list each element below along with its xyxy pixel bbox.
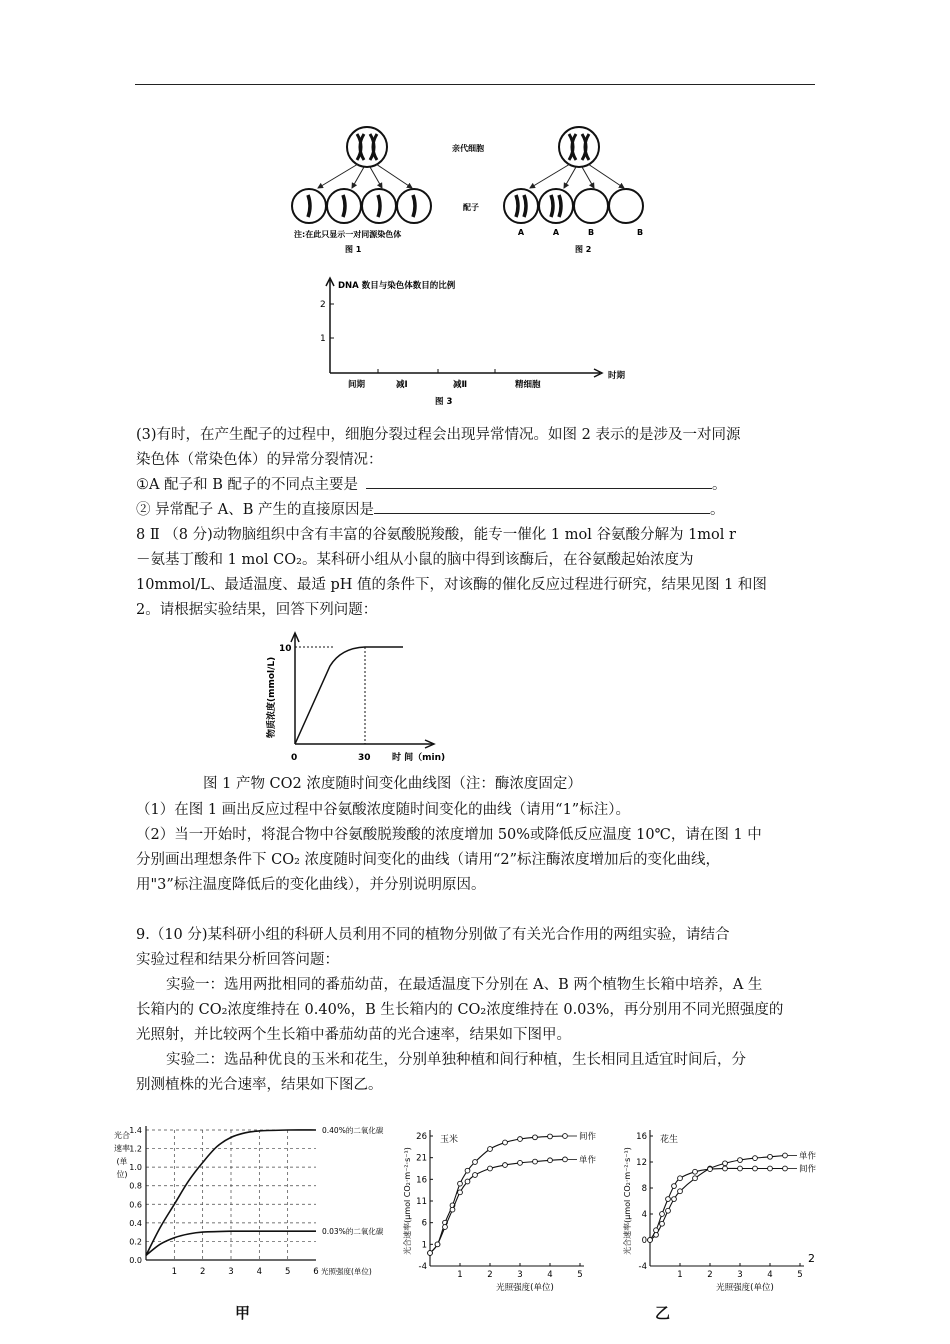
chart-yumi-point bbox=[563, 1134, 568, 1139]
chart-jia-ytick: 0.0 bbox=[129, 1256, 142, 1265]
chart-huasheng-ylabel: 光合速率(μmol CO₂·m⁻²·s⁻¹) bbox=[623, 1147, 632, 1255]
chart-yumi-point bbox=[458, 1190, 463, 1195]
q3-item2-end: 。 bbox=[709, 502, 725, 518]
chart-yumi-point bbox=[473, 1173, 478, 1178]
chart-jia-series-label-2: 0.03%的二氧化碳 bbox=[322, 1227, 384, 1237]
chart-yumi-xtick: 3 bbox=[517, 1270, 523, 1280]
chart-yumi-ytick: 1 bbox=[421, 1240, 427, 1251]
q3-item2 bbox=[136, 498, 816, 523]
chart-jia-ytick: 0.4 bbox=[129, 1218, 142, 1228]
enzyme-ytick-10: 10 bbox=[279, 644, 292, 654]
chart-yumi-ytick: 11 bbox=[416, 1197, 427, 1207]
chart-yumi-ytick: 26 bbox=[416, 1132, 427, 1142]
fig3-ylabel: DNA 数目与染色体数目的比例 bbox=[338, 281, 456, 291]
chart-yumi-point bbox=[518, 1137, 523, 1142]
chart-huasheng-point bbox=[738, 1158, 743, 1163]
chart-jia-ylabel: 速率 bbox=[114, 1144, 130, 1153]
chart-yumi-series-1 bbox=[430, 1136, 565, 1253]
chart-huasheng-series-2 bbox=[650, 1168, 785, 1240]
chart-huasheng-ytick: 16 bbox=[636, 1132, 647, 1142]
q9-exp1-line3: 光照射，并比较两个生长箱中番茄幼苗的光合速率，结果如下图甲。 bbox=[136, 1027, 571, 1043]
q3-line1: (3)有时，在产生配子的过程中，细胞分裂过程会出现异常情况。如图 2 表示的是涉及一对同源 bbox=[136, 427, 741, 443]
chart-huasheng-point bbox=[666, 1208, 671, 1213]
chart-huasheng-point bbox=[768, 1166, 773, 1171]
chart-huasheng-xlabel: 光照强度(单位) bbox=[716, 1283, 774, 1293]
chart-huasheng-point bbox=[708, 1167, 713, 1172]
fig3-chart bbox=[310, 270, 650, 410]
chart-huasheng-point bbox=[723, 1161, 728, 1166]
chart-yumi-title: 玉米 bbox=[440, 1135, 459, 1145]
chart-huasheng-point bbox=[738, 1166, 743, 1171]
chart-yumi-xlabel: 光照强度(单位) bbox=[496, 1283, 554, 1293]
chart-yumi-xtick: 4 bbox=[547, 1270, 553, 1280]
chart-yumi-point bbox=[450, 1207, 455, 1212]
q9-exp2-line1: 实验二：选品种优良的玉米和花生，分别单独种植和间行种植，生长相同且适宜时间后，分 bbox=[166, 1052, 746, 1068]
chart-jia-ytick: 0.8 bbox=[129, 1181, 142, 1191]
chart-huasheng-point bbox=[672, 1197, 677, 1202]
chart-huasheng-xtick: 4 bbox=[767, 1270, 773, 1280]
chart-jia-ylabel: 光合 bbox=[114, 1131, 130, 1140]
gamete-b1: B bbox=[587, 228, 595, 237]
chart-yumi-point bbox=[548, 1158, 553, 1163]
q3-item2-blank[interactable] bbox=[374, 498, 710, 514]
chart-jia-ylabel: (单 bbox=[116, 1157, 128, 1166]
chart-jia-xtick: 2 bbox=[199, 1267, 206, 1277]
chart-huasheng-point bbox=[783, 1166, 788, 1171]
chart-huasheng-ytick: -4 bbox=[638, 1262, 647, 1272]
chart-huasheng-xtick: 5 bbox=[797, 1270, 803, 1280]
chart-huasheng-point bbox=[648, 1238, 653, 1243]
fig3-xcat-2: 减Ⅰ bbox=[396, 380, 408, 390]
q3-item1-blank[interactable] bbox=[366, 473, 712, 489]
chart-jia-xtick: 6 bbox=[313, 1267, 319, 1277]
chart-yumi-point bbox=[488, 1147, 493, 1152]
chart-yumi-point bbox=[518, 1160, 523, 1165]
enzyme-ylabel: 物质浓度(mmol/L) bbox=[267, 656, 277, 738]
chart-yumi-series-label-2: 单作 bbox=[579, 1155, 597, 1166]
chart-jia-ytick: 1.2 bbox=[129, 1144, 142, 1154]
gamete-a1: A bbox=[517, 228, 525, 237]
fig3-xcat-4: 精细胞 bbox=[515, 380, 541, 390]
chart-yumi-point bbox=[548, 1134, 553, 1139]
meiosis-figure bbox=[280, 118, 670, 260]
chart-huasheng-ytick: 0 bbox=[641, 1236, 647, 1246]
chart-yumi-point bbox=[503, 1163, 508, 1168]
chart-jia-ytick: 1.4 bbox=[129, 1126, 142, 1135]
gamete-a2: A bbox=[552, 228, 560, 237]
chart-yumi-point bbox=[428, 1251, 433, 1256]
chart-yumi-point bbox=[533, 1135, 538, 1140]
q3-item1-end: 。 bbox=[711, 477, 727, 493]
q8-q2-line1: （2）当一开始时，将混合物中谷氨酸脱羧酸的浓度增加 50%或降低反应温度 10℃，请在图 1 中 bbox=[136, 827, 762, 843]
chart-yumi-point bbox=[443, 1225, 448, 1230]
chart-yumi-point bbox=[435, 1242, 440, 1247]
chart-huasheng-ytick: 12 bbox=[636, 1158, 647, 1168]
chart-huasheng-ytick: 8 bbox=[641, 1184, 647, 1194]
fig3-xcat-3: 减Ⅱ bbox=[453, 380, 468, 390]
chart-huasheng-point bbox=[666, 1197, 671, 1202]
chart-jia-xtick: 3 bbox=[228, 1267, 234, 1277]
chart-yumi-ylabel: 光合速率(μmol CO₂·m⁻²·s⁻¹) bbox=[403, 1147, 412, 1255]
q9-exp1-line1: 实验一：选用两批相同的番茄幼苗，在最适温度下分别在 A、B 两个植物生长箱中培养，A 生 bbox=[166, 977, 763, 993]
chart-jia-xlabel: 光照强度(单位) bbox=[321, 1267, 372, 1276]
chart-huasheng-point bbox=[660, 1212, 665, 1217]
chart-huasheng-ytick: 4 bbox=[641, 1210, 647, 1220]
fig3-xcat-1: 间期 bbox=[348, 380, 366, 390]
chart-yumi-point bbox=[465, 1168, 470, 1173]
fig2-caption: 图 2 bbox=[575, 245, 592, 254]
header-rule bbox=[135, 84, 815, 85]
parent-label: 亲代细胞 bbox=[452, 144, 484, 153]
q3-item1 bbox=[136, 473, 816, 498]
enzyme-xtick-30: 30 bbox=[358, 753, 371, 763]
chart-yumi-point bbox=[458, 1181, 463, 1186]
chart-yumi-ytick: 16 bbox=[416, 1175, 427, 1186]
q8-line1: 8 Ⅱ （8 分)动物脑组织中含有丰富的谷氨酸脱羧酸，能专一催化 1 mol 谷氨酸分解为 1mol r bbox=[136, 527, 736, 543]
chart-yumi-xtick: 5 bbox=[577, 1270, 583, 1280]
chart-yumi-ytick: 6 bbox=[421, 1218, 427, 1229]
chart-jia bbox=[110, 1118, 400, 1288]
q9-exp1-line2: 长箱内的 CO₂浓度维持在 0.40%，B 生长箱内的 CO₂浓度维持在 0.03%，再分别用不同光照强度的 bbox=[136, 1002, 784, 1018]
chart-jia-xtick: 4 bbox=[256, 1267, 263, 1277]
chart-yumi bbox=[398, 1118, 618, 1298]
chart-huasheng-point bbox=[672, 1184, 677, 1189]
q8-line2: －氨基丁酸和 1 mol CO₂。某科研小组从小鼠的脑中得到该酶后，在谷氨酸起始浓度为 bbox=[136, 552, 694, 568]
fig3-xlabel: 时期 bbox=[608, 371, 626, 381]
chart-jia-series-label-1: 0.40%的二氧化碳 bbox=[322, 1126, 384, 1135]
chart-huasheng-title: 花生 bbox=[660, 1135, 679, 1145]
q3-line2: 染色体（常染色体）的异常分裂情况： bbox=[136, 452, 383, 468]
fig3-caption: 图 3 bbox=[435, 397, 453, 407]
chart-yumi-point bbox=[563, 1157, 568, 1162]
q8-q2-line2: 分别画出理想条件下 CO₂ 浓度随时间变化的曲线（请用“2”标注酶浓度增加后的变化曲线， bbox=[136, 852, 721, 868]
chart-yumi-point bbox=[488, 1166, 493, 1171]
chart-jia-xtick: 1 bbox=[171, 1267, 178, 1277]
q8-q2-line3: 用"3”标注温度降低后的变化曲线），并分别说明原因。 bbox=[136, 877, 486, 893]
q9-exp2-line2: 别测植株的光合速率，结果如下图乙。 bbox=[136, 1077, 383, 1093]
chart-jia-ylabel: 位) bbox=[116, 1170, 128, 1179]
chart-huasheng-xtick: 3 bbox=[737, 1270, 743, 1280]
chart-huasheng-xtick: 2 bbox=[707, 1270, 713, 1280]
chart-huasheng-point bbox=[693, 1176, 698, 1181]
gamete-b2: B bbox=[636, 228, 644, 237]
q9-line1: 9.（10 分)某科研小组的科研人员利用不同的植物分别做了有关光合作用的两组实验，请结合 bbox=[136, 927, 730, 943]
chart-yumi-point bbox=[503, 1140, 508, 1145]
chart-yumi-point bbox=[473, 1160, 478, 1165]
chart-huasheng-point bbox=[753, 1156, 758, 1161]
enzyme-caption: 图 1 产物 CO2 浓度随时间变化曲线图（注：酶浓度固定） bbox=[203, 776, 582, 792]
q8-line4: 2。请根据实验结果，回答下列问题： bbox=[136, 602, 378, 618]
chart-jia-caption: 甲 bbox=[235, 1304, 251, 1322]
fig1-parent-cell bbox=[347, 127, 387, 167]
chart-yumi-ytick: -4 bbox=[418, 1262, 427, 1272]
q8-line3: 10mmol/L、最适温度、最适 pH 值的条件下，对该酶的催化反应过程进行研究，结果见图 1 和图 bbox=[136, 577, 767, 593]
chart-huasheng-point bbox=[753, 1166, 758, 1171]
chart-yumi-xtick: 1 bbox=[457, 1270, 463, 1280]
chart-huasheng-point bbox=[678, 1176, 683, 1181]
q3-item1-text: ①A 配子和 B 配子的不同点主要是 bbox=[136, 477, 358, 493]
fig1-note: 注:在此只显示一对同源染色体 bbox=[294, 230, 402, 239]
enzyme-origin: 0 bbox=[291, 753, 298, 763]
chart-yumi-ytick: 21 bbox=[416, 1153, 427, 1164]
chart-huasheng-point bbox=[678, 1189, 683, 1194]
chart-jia-xtick: 5 bbox=[284, 1267, 291, 1277]
gamete-label: 配子 bbox=[463, 203, 479, 212]
chart-huasheng-point bbox=[783, 1153, 788, 1158]
chart-huasheng-series-label-1: 单作 bbox=[799, 1151, 817, 1162]
chart-yumi-xtick: 2 bbox=[487, 1270, 493, 1280]
chart-huasheng-point bbox=[768, 1154, 773, 1159]
fig3-ytick-2: 2 bbox=[320, 300, 326, 310]
chart-huasheng bbox=[618, 1118, 843, 1298]
chart-huasheng-point bbox=[654, 1228, 659, 1233]
page-number: 2 bbox=[808, 1252, 815, 1265]
chart-huasheng-point bbox=[693, 1169, 698, 1174]
chart-yi-caption: 乙 bbox=[655, 1304, 671, 1322]
fig1-gametes bbox=[292, 189, 431, 223]
chart-jia-ytick: 0.6 bbox=[129, 1200, 142, 1210]
chart-yumi-series-label-1: 间作 bbox=[579, 1132, 597, 1142]
chart-huasheng-point bbox=[660, 1221, 665, 1226]
fig3-ytick-1: 1 bbox=[320, 334, 326, 344]
chart-huasheng-xtick: 1 bbox=[677, 1270, 683, 1280]
enzyme-chart bbox=[255, 628, 485, 766]
fig1-caption: 图 1 bbox=[345, 245, 362, 254]
q8-q1: （1）在图 1 画出反应过程中谷氨酸浓度随时间变化的曲线（请用“1”标注）。 bbox=[136, 802, 630, 818]
q3-item2-text: ② 异常配子 A、B 产生的直接原因是 bbox=[136, 502, 374, 518]
chart-huasheng-point bbox=[723, 1166, 728, 1171]
chart-jia-ytick: 1.0 bbox=[129, 1163, 142, 1173]
chart-huasheng-series-label-2: 间作 bbox=[799, 1164, 817, 1175]
chart-jia-ytick: 0.2 bbox=[129, 1237, 142, 1247]
enzyme-xlabel: 时 间（min) bbox=[392, 753, 446, 763]
chart-yumi-point bbox=[465, 1179, 470, 1184]
q9-line2: 实验过程和结果分析回答问题： bbox=[136, 952, 339, 968]
fig2-parent-cell bbox=[559, 127, 599, 167]
chart-yumi-point bbox=[533, 1159, 538, 1164]
